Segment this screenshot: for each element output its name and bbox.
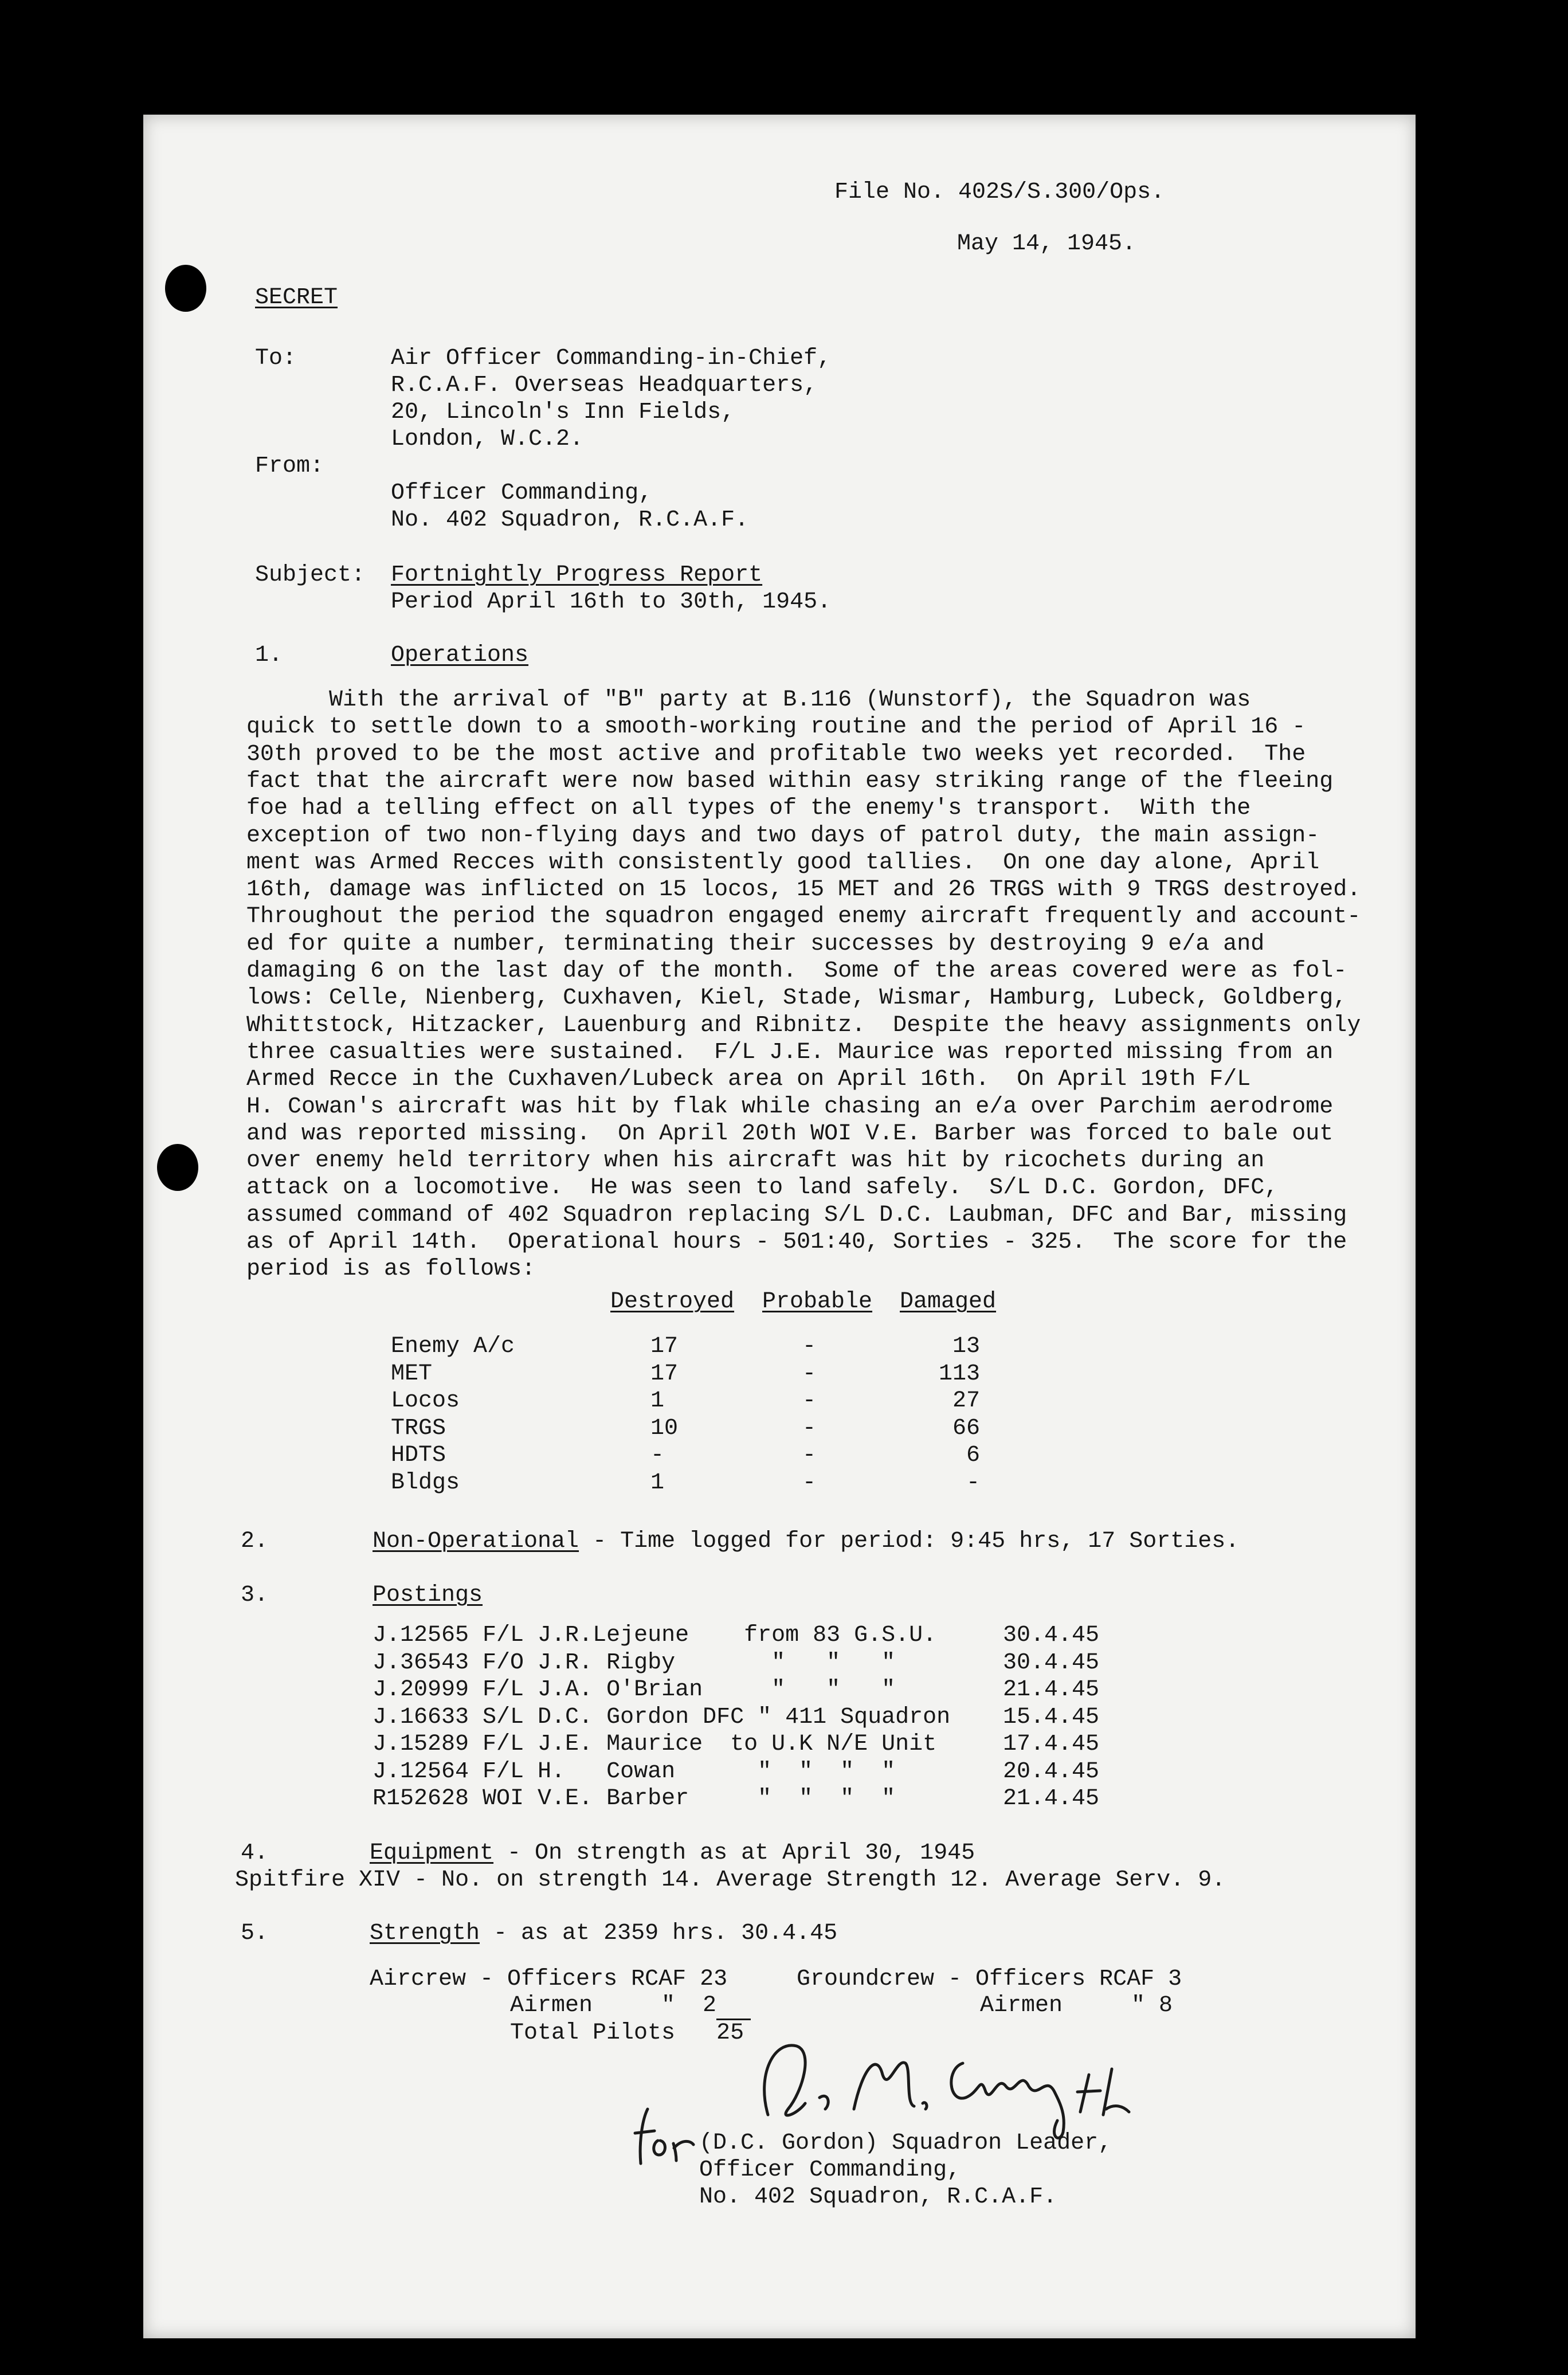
classification-label: SECRET — [255, 285, 338, 311]
from-line-2: No. 402 Squadron, R.C.A.F. — [391, 507, 749, 533]
strength-line — [370, 1920, 837, 1947]
score-category: Enemy A/c — [391, 1334, 515, 1359]
section-number-non-operational: 2. — [241, 1529, 269, 1554]
strength-text: - as at 2359 hrs. 30.4.45 — [480, 1921, 838, 1946]
operations-body-line: exception of two non-flying days and two days of patrol duty, the main assign- — [246, 822, 1320, 849]
operations-body-line: Armed Recce in the Cuxhaven/Lubeck area on April 16th. On April 19th F/L — [246, 1067, 1251, 1093]
operations-body-line: attack on a locomotive. He was seen to land safely. S/L D.C. Gordon, DFC, — [246, 1175, 1279, 1201]
operations-body-line: three casualties were sustained. F/L J.E. Maurice was reported missing from an — [246, 1039, 1334, 1065]
score-destroyed: 10 — [650, 1415, 679, 1441]
from-line-1: Officer Commanding, — [391, 480, 653, 506]
operations-body-line: H. Cowan's aircraft was hit by flak while chasing an e/a over Parchim aerodrome — [246, 1094, 1334, 1120]
operations-body-line: Whittstock, Hitzacker, Lauenburg and Ribnitz. Despite the heavy assignments only — [246, 1012, 1361, 1038]
subject-label: Subject: — [255, 562, 366, 588]
equipment-text: - On strength as at April 30, 1945 — [493, 1840, 975, 1866]
posting-date: 30.4.45 — [1003, 1622, 1100, 1648]
posting-entry: J.12565 F/L J.R.Lejeune from 83 G.S.U. — [373, 1622, 937, 1648]
signature-line-1: (D.C. Gordon) Squadron Leader, — [699, 2130, 1112, 2156]
strength-total-pilots: Total Pilots 25 — [510, 2020, 744, 2046]
score-category: MET — [391, 1361, 433, 1387]
score-damaged: 113 — [938, 1361, 980, 1387]
score-damaged: - — [966, 1469, 980, 1496]
posting-entry: J.20999 F/L J.A. O'Brian " " " — [373, 1677, 896, 1703]
section-heading-postings: Postings — [373, 1582, 483, 1608]
score-category: TRGS — [391, 1415, 446, 1441]
posting-date: 21.4.45 — [1003, 1677, 1100, 1703]
score-header-damaged: Damaged — [900, 1289, 997, 1315]
score-probable: - — [802, 1415, 817, 1441]
score-destroyed: 17 — [650, 1334, 679, 1359]
operations-body-line: Throughout the period the squadron engaged enemy aircraft frequently and account- — [246, 904, 1361, 930]
operations-body-line: and was reported missing. On April 20th WOI V.E. Barber was forced to bale out — [246, 1120, 1334, 1147]
score-destroyed: - — [650, 1443, 665, 1468]
score-category: HDTS — [391, 1443, 446, 1468]
posting-entry: R152628 WOI V.E. Barber " " " " — [373, 1786, 896, 1812]
posting-entry: J.12564 F/L H. Cowan " " " " — [373, 1758, 896, 1785]
section-heading-operations: Operations — [391, 642, 529, 668]
posting-date: 21.4.45 — [1003, 1786, 1100, 1812]
section-heading-equipment: Equipment — [370, 1840, 494, 1866]
posting-entry: J.36543 F/O J.R. Rigby " " " — [373, 1649, 896, 1676]
signature-line-3: No. 402 Squadron, R.C.A.F. — [699, 2184, 1057, 2210]
score-damaged: 66 — [952, 1415, 980, 1441]
operations-body-line: foe had a telling effect on all types of the enemy's transport. With the — [246, 795, 1251, 822]
operations-body-line: 30th proved to be the most active and profitable two weeks yet recorded. The — [246, 741, 1306, 767]
score-destroyed: 1 — [650, 1469, 665, 1496]
score-header-probable: Probable — [762, 1289, 873, 1315]
operations-body-line: lows: Celle, Nienberg, Cuxhaven, Kiel, Stade, Wismar, Hamburg, Lubeck, Goldberg, — [246, 985, 1347, 1012]
subject-period: Period April 16th to 30th, 1945. — [391, 589, 832, 615]
score-category: Locos — [391, 1388, 460, 1414]
file-number: File No. 402S/S.300/Ops. — [834, 179, 1165, 205]
document-page — [143, 115, 1416, 2338]
to-line-3: 20, Lincoln's Inn Fields, — [391, 399, 735, 425]
posting-date: 20.4.45 — [1003, 1758, 1100, 1785]
score-damaged: 6 — [966, 1443, 980, 1468]
to-line-1: Air Officer Commanding-in-Chief, — [391, 346, 832, 371]
score-category: Bldgs — [391, 1469, 460, 1496]
section-heading-strength: Strength — [370, 1921, 480, 1946]
operations-body-line: as of April 14th. Operational hours - 501:40, Sorties - 325. The score for the — [246, 1229, 1347, 1255]
non-operational-line — [373, 1528, 1239, 1555]
from-label: From: — [255, 453, 324, 479]
score-damaged: 13 — [952, 1334, 980, 1359]
posting-entry: J.16633 S/L D.C. Gordon DFC " 411 Squadron — [373, 1704, 951, 1730]
score-damaged: 27 — [952, 1388, 980, 1414]
to-label: To: — [255, 346, 297, 371]
score-probable: - — [802, 1334, 817, 1359]
strength-aircrew-officers: Aircrew - Officers RCAF 23 — [370, 1966, 728, 1992]
operations-body-line: assumed command of 402 Squadron replacing S/L D.C. Laubman, DFC and Bar, missing — [246, 1202, 1347, 1228]
section-number-strength: 5. — [241, 1921, 269, 1946]
score-probable: - — [802, 1361, 817, 1387]
score-probable: - — [802, 1469, 817, 1496]
equipment-line — [370, 1840, 975, 1867]
strength-aircrew-airmen: Airmen " 2 — [510, 1993, 717, 2019]
score-header-destroyed: Destroyed — [610, 1289, 735, 1315]
operations-body-line: period is as follows: — [246, 1256, 536, 1283]
section-number-operations: 1. — [255, 642, 283, 668]
strength-groundcrew-airmen: Airmen " 8 — [980, 1993, 1173, 2019]
posting-entry: J.15289 F/L J.E. Maurice to U.K N/E Unit — [373, 1731, 937, 1757]
operations-body-line: fact that the aircraft were now based within easy striking range of the fleeing — [246, 768, 1334, 794]
section-heading-non-operational: Non-Operational — [373, 1529, 579, 1554]
section-number-postings: 3. — [241, 1582, 269, 1608]
score-probable: - — [802, 1388, 817, 1414]
document-date: May 14, 1945. — [957, 231, 1136, 257]
score-probable: - — [802, 1443, 817, 1468]
equipment-line-2: Spitfire XIV - No. on strength 14. Average Strength 12. Average Serv. 9. — [235, 1867, 1226, 1893]
non-operational-text: - Time logged for period: 9:45 hrs, 17 Sorties. — [579, 1529, 1240, 1554]
posting-date: 15.4.45 — [1003, 1704, 1100, 1730]
score-destroyed: 1 — [650, 1388, 665, 1414]
posting-date: 17.4.45 — [1003, 1731, 1100, 1757]
operations-body-line: ment was Armed Recces with consistently good tallies. On one day alone, April — [246, 849, 1320, 876]
punch-hole-top — [165, 265, 206, 312]
score-destroyed: 17 — [650, 1361, 679, 1387]
operations-body-line: damaging 6 on the last day of the month. Some of the areas covered were as fol- — [246, 958, 1347, 984]
subject-title: Fortnightly Progress Report — [391, 562, 763, 588]
signature-line-2: Officer Commanding, — [699, 2157, 961, 2183]
operations-body-line: 16th, damage was inflicted on 15 locos, 15 MET and 26 TRGS with 9 TRGS destroyed. — [246, 877, 1361, 903]
section-number-equipment: 4. — [241, 1840, 269, 1866]
to-line-4: London, W.C.2. — [391, 426, 584, 452]
to-line-2: R.C.A.F. Overseas Headquarters, — [391, 373, 818, 398]
posting-date: 30.4.45 — [1003, 1649, 1100, 1676]
operations-body-line: With the arrival of "B" party at B.116 (Wunstorf), the Squadron was — [246, 687, 1251, 713]
strength-groundcrew-officers: Groundcrew - Officers RCAF 3 — [797, 1966, 1182, 1992]
operations-body-line: ed for quite a number, terminating their successes by destroying 9 e/a and — [246, 931, 1265, 957]
punch-hole-middle — [157, 1144, 198, 1191]
operations-body-line: over enemy held territory when his aircraft was hit by ricochets during an — [246, 1148, 1265, 1174]
operations-body-line: quick to settle down to a smooth-working routine and the period of April 16 - — [246, 714, 1306, 740]
